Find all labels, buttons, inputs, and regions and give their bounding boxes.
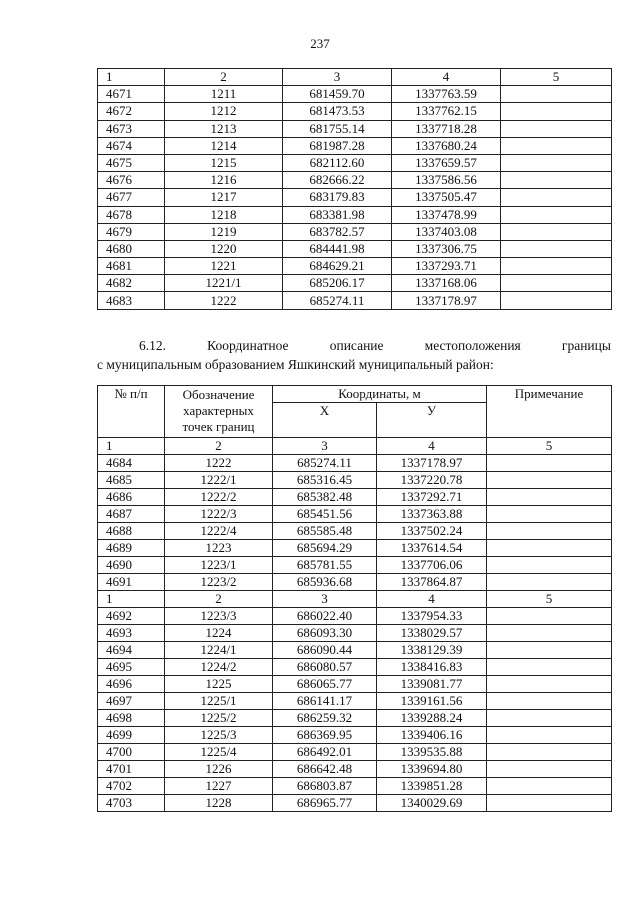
point-designation: 1215 — [165, 154, 283, 171]
coordinate-y: 1337403.08 — [392, 223, 501, 240]
row-number: 4703 — [98, 795, 165, 812]
coordinate-y: 1337505.47 — [392, 189, 501, 206]
row-number: 4673 — [98, 120, 165, 137]
note-cell — [487, 625, 612, 642]
point-designation: 1224 — [165, 625, 273, 642]
coordinate-x: 686803.87 — [273, 778, 377, 795]
coordinate-x: 681755.14 — [283, 120, 392, 137]
coordinate-x: 686065.77 — [273, 676, 377, 693]
point-designation: 1211 — [165, 86, 283, 103]
table-row — [98, 103, 612, 120]
table-row — [98, 557, 612, 574]
row-number: 4686 — [98, 489, 165, 506]
coordinate-x: 685694.29 — [273, 540, 377, 557]
row-number: 4702 — [98, 778, 165, 795]
note-cell — [487, 608, 612, 625]
column-number: 2 — [165, 591, 273, 608]
row-number: 4698 — [98, 710, 165, 727]
column-number: 4 — [377, 591, 487, 608]
coordinate-x: 686093.30 — [273, 625, 377, 642]
point-designation: 1219 — [165, 223, 283, 240]
coordinate-y: 1339081.77 — [377, 676, 487, 693]
note-cell — [487, 744, 612, 761]
column-numbers-row — [98, 591, 612, 608]
row-number: 4679 — [98, 223, 165, 240]
row-number: 4681 — [98, 258, 165, 275]
coordinate-x: 686492.01 — [273, 744, 377, 761]
header-num: № п/п — [98, 386, 165, 438]
point-designation: 1223/2 — [165, 574, 273, 591]
row-number: 4692 — [98, 608, 165, 625]
row-number: 4689 — [98, 540, 165, 557]
point-designation: 1218 — [165, 206, 283, 223]
coordinate-y: 1337864.87 — [377, 574, 487, 591]
column-number: 3 — [283, 69, 392, 86]
note-cell — [501, 120, 612, 137]
coordinate-x: 686141.17 — [273, 693, 377, 710]
table-row — [98, 489, 612, 506]
column-number: 1 — [98, 69, 165, 86]
point-designation: 1225/2 — [165, 710, 273, 727]
coordinate-y: 1337680.24 — [392, 137, 501, 154]
coordinate-y: 1337292.71 — [377, 489, 487, 506]
table-row — [98, 86, 612, 103]
table-row — [98, 659, 612, 676]
table-row — [98, 710, 612, 727]
note-cell — [501, 292, 612, 309]
coordinate-y: 1337178.97 — [377, 455, 487, 472]
column-number: 5 — [501, 69, 612, 86]
coordinate-x: 681473.53 — [283, 103, 392, 120]
coordinate-x: 685316.45 — [273, 472, 377, 489]
point-designation: 1222 — [165, 455, 273, 472]
note-cell — [487, 710, 612, 727]
column-number: 3 — [273, 438, 377, 455]
header-y: У — [377, 403, 487, 438]
row-number: 4678 — [98, 206, 165, 223]
coordinate-y: 1337763.59 — [392, 86, 501, 103]
coordinate-x: 684441.98 — [283, 240, 392, 257]
note-cell — [501, 206, 612, 223]
coordinate-y: 1337478.99 — [392, 206, 501, 223]
coordinate-x: 682666.22 — [283, 172, 392, 189]
coordinate-y: 1337306.75 — [392, 240, 501, 257]
row-number: 4688 — [98, 523, 165, 540]
coordinate-y: 1337659.57 — [392, 154, 501, 171]
column-number: 5 — [487, 591, 612, 608]
column-number: 1 — [98, 438, 165, 455]
point-designation: 1221 — [165, 258, 283, 275]
column-number: 2 — [165, 438, 273, 455]
coordinate-x: 685382.48 — [273, 489, 377, 506]
coordinate-y: 1337502.24 — [377, 523, 487, 540]
coordinate-x: 683782.57 — [283, 223, 392, 240]
point-designation: 1222/2 — [165, 489, 273, 506]
row-number: 4687 — [98, 506, 165, 523]
point-designation: 1217 — [165, 189, 283, 206]
point-designation: 1223 — [165, 540, 273, 557]
point-designation: 1220 — [165, 240, 283, 257]
point-designation: 1222/1 — [165, 472, 273, 489]
note-cell — [501, 223, 612, 240]
point-designation: 1226 — [165, 761, 273, 778]
note-cell — [487, 642, 612, 659]
coordinate-x: 681459.70 — [283, 86, 392, 103]
row-number: 4680 — [98, 240, 165, 257]
note-cell — [487, 506, 612, 523]
coordinate-x: 686965.77 — [273, 795, 377, 812]
point-designation: 1221/1 — [165, 275, 283, 292]
coordinate-y: 1339535.88 — [377, 744, 487, 761]
coordinate-y: 1337718.28 — [392, 120, 501, 137]
row-number: 4697 — [98, 693, 165, 710]
coordinate-y: 1339851.28 — [377, 778, 487, 795]
point-designation: 1216 — [165, 172, 283, 189]
row-number: 4677 — [98, 189, 165, 206]
point-designation: 1228 — [165, 795, 273, 812]
point-designation: 1224/2 — [165, 659, 273, 676]
row-number: 4690 — [98, 557, 165, 574]
note-cell — [487, 727, 612, 744]
table-row — [98, 206, 612, 223]
note-cell — [487, 472, 612, 489]
point-designation: 1223/1 — [165, 557, 273, 574]
table-row — [98, 172, 612, 189]
note-cell — [487, 489, 612, 506]
coordinate-x: 685936.68 — [273, 574, 377, 591]
table-row — [98, 608, 612, 625]
point-designation: 1222 — [165, 292, 283, 309]
point-designation: 1225 — [165, 676, 273, 693]
table-row — [98, 275, 612, 292]
column-numbers-row — [98, 438, 612, 455]
section-heading: 6.12. Координатное описание местоположения границы — [139, 338, 611, 353]
row-number: 4674 — [98, 137, 165, 154]
coordinate-x: 681987.28 — [283, 137, 392, 154]
coordinate-x: 683381.98 — [283, 206, 392, 223]
row-number: 4671 — [98, 86, 165, 103]
coordinate-y: 1339694.80 — [377, 761, 487, 778]
coordinate-x: 685274.11 — [283, 292, 392, 309]
section-number: 6.12. — [139, 338, 166, 353]
coordinate-y: 1337220.78 — [377, 472, 487, 489]
coordinates-table — [97, 385, 612, 812]
note-cell — [487, 557, 612, 574]
table-row — [98, 223, 612, 240]
coordinates-table-continued — [97, 68, 612, 310]
table-row — [98, 240, 612, 257]
coordinate-x: 685781.55 — [273, 557, 377, 574]
column-number: 4 — [392, 69, 501, 86]
note-cell — [487, 574, 612, 591]
row-number: 4696 — [98, 676, 165, 693]
row-number: 4694 — [98, 642, 165, 659]
note-cell — [501, 240, 612, 257]
page-number: 237 — [310, 36, 330, 51]
coordinate-x: 686642.48 — [273, 761, 377, 778]
coordinate-y: 1337614.54 — [377, 540, 487, 557]
table-row — [98, 778, 612, 795]
column-number: 3 — [273, 591, 377, 608]
column-numbers-row — [98, 69, 612, 86]
coordinate-y: 1337762.15 — [392, 103, 501, 120]
coordinate-y: 1339406.16 — [377, 727, 487, 744]
point-designation: 1225/4 — [165, 744, 273, 761]
note-cell — [501, 172, 612, 189]
point-designation: 1222/3 — [165, 506, 273, 523]
row-number: 4700 — [98, 744, 165, 761]
table-row — [98, 795, 612, 812]
note-cell — [501, 103, 612, 120]
point-designation: 1223/3 — [165, 608, 273, 625]
table-row — [98, 506, 612, 523]
row-number: 4676 — [98, 172, 165, 189]
coordinate-x: 684629.21 — [283, 258, 392, 275]
note-cell — [487, 693, 612, 710]
coordinate-x: 682112.60 — [283, 154, 392, 171]
coordinate-x: 686022.40 — [273, 608, 377, 625]
note-cell — [487, 540, 612, 557]
point-designation: 1222/4 — [165, 523, 273, 540]
note-cell — [487, 523, 612, 540]
table-row — [98, 189, 612, 206]
row-number: 4683 — [98, 292, 165, 309]
row-number: 4701 — [98, 761, 165, 778]
header-x: X — [273, 403, 377, 438]
coordinate-y: 1338416.83 — [377, 659, 487, 676]
column-number: 5 — [487, 438, 612, 455]
coordinate-y: 1337954.33 — [377, 608, 487, 625]
table-row — [98, 120, 612, 137]
table-row — [98, 472, 612, 489]
coordinate-y: 1338129.39 — [377, 642, 487, 659]
header-coords: Координаты, м — [273, 386, 487, 403]
coordinate-x: 685585.48 — [273, 523, 377, 540]
coordinate-x: 683179.83 — [283, 189, 392, 206]
coordinate-y: 1337293.71 — [392, 258, 501, 275]
coordinate-x: 686369.95 — [273, 727, 377, 744]
table-row — [98, 137, 612, 154]
coordinate-x: 686090.44 — [273, 642, 377, 659]
point-designation: 1214 — [165, 137, 283, 154]
table-row — [98, 727, 612, 744]
coordinate-y: 1337168.06 — [392, 275, 501, 292]
coordinate-x: 686080.57 — [273, 659, 377, 676]
point-designation: 1213 — [165, 120, 283, 137]
note-cell — [487, 659, 612, 676]
note-cell — [487, 676, 612, 693]
coordinate-y: 1337706.06 — [377, 557, 487, 574]
table-header-row — [98, 386, 612, 403]
table-row — [98, 540, 612, 557]
point-designation: 1212 — [165, 103, 283, 120]
note-cell — [501, 154, 612, 171]
point-designation: 1224/1 — [165, 642, 273, 659]
header-note: Примечание — [487, 386, 612, 438]
coordinate-y: 1339161.56 — [377, 693, 487, 710]
point-designation: 1225/3 — [165, 727, 273, 744]
coordinate-y: 1339288.24 — [377, 710, 487, 727]
column-number: 4 — [377, 438, 487, 455]
point-designation: 1227 — [165, 778, 273, 795]
row-number: 4693 — [98, 625, 165, 642]
note-cell — [501, 189, 612, 206]
coordinate-x: 685274.11 — [273, 455, 377, 472]
table-row — [98, 744, 612, 761]
note-cell — [487, 761, 612, 778]
row-number: 4695 — [98, 659, 165, 676]
table-row — [98, 625, 612, 642]
row-number: 4684 — [98, 455, 165, 472]
coordinate-x: 685206.17 — [283, 275, 392, 292]
table-row — [98, 455, 612, 472]
point-designation: 1225/1 — [165, 693, 273, 710]
note-cell — [501, 86, 612, 103]
row-number: 4685 — [98, 472, 165, 489]
coordinate-x: 686259.32 — [273, 710, 377, 727]
note-cell — [487, 455, 612, 472]
coordinate-x: 685451.56 — [273, 506, 377, 523]
table-row — [98, 676, 612, 693]
note-cell — [487, 795, 612, 812]
section-heading-line2: с муниципальным образованием Яшкинский муниципальный район: — [97, 357, 494, 372]
row-number: 4672 — [98, 103, 165, 120]
row-number: 4682 — [98, 275, 165, 292]
table-row — [98, 292, 612, 309]
coordinate-y: 1337586.56 — [392, 172, 501, 189]
column-number: 2 — [165, 69, 283, 86]
header-designation: Обозначение характерных точек границ — [165, 386, 273, 438]
note-cell — [501, 275, 612, 292]
row-number: 4699 — [98, 727, 165, 744]
note-cell — [487, 778, 612, 795]
note-cell — [501, 137, 612, 154]
coordinate-y: 1338029.57 — [377, 625, 487, 642]
column-number: 1 — [98, 591, 165, 608]
note-cell — [501, 258, 612, 275]
row-number: 4691 — [98, 574, 165, 591]
table-row — [98, 693, 612, 710]
table-row — [98, 574, 612, 591]
coordinate-y: 1337178.97 — [392, 292, 501, 309]
table-row — [98, 761, 612, 778]
coordinate-y: 1337363.88 — [377, 506, 487, 523]
table-row — [98, 154, 612, 171]
coordinate-y: 1340029.69 — [377, 795, 487, 812]
row-number: 4675 — [98, 154, 165, 171]
table-row — [98, 642, 612, 659]
table-row — [98, 523, 612, 540]
table-row — [98, 258, 612, 275]
